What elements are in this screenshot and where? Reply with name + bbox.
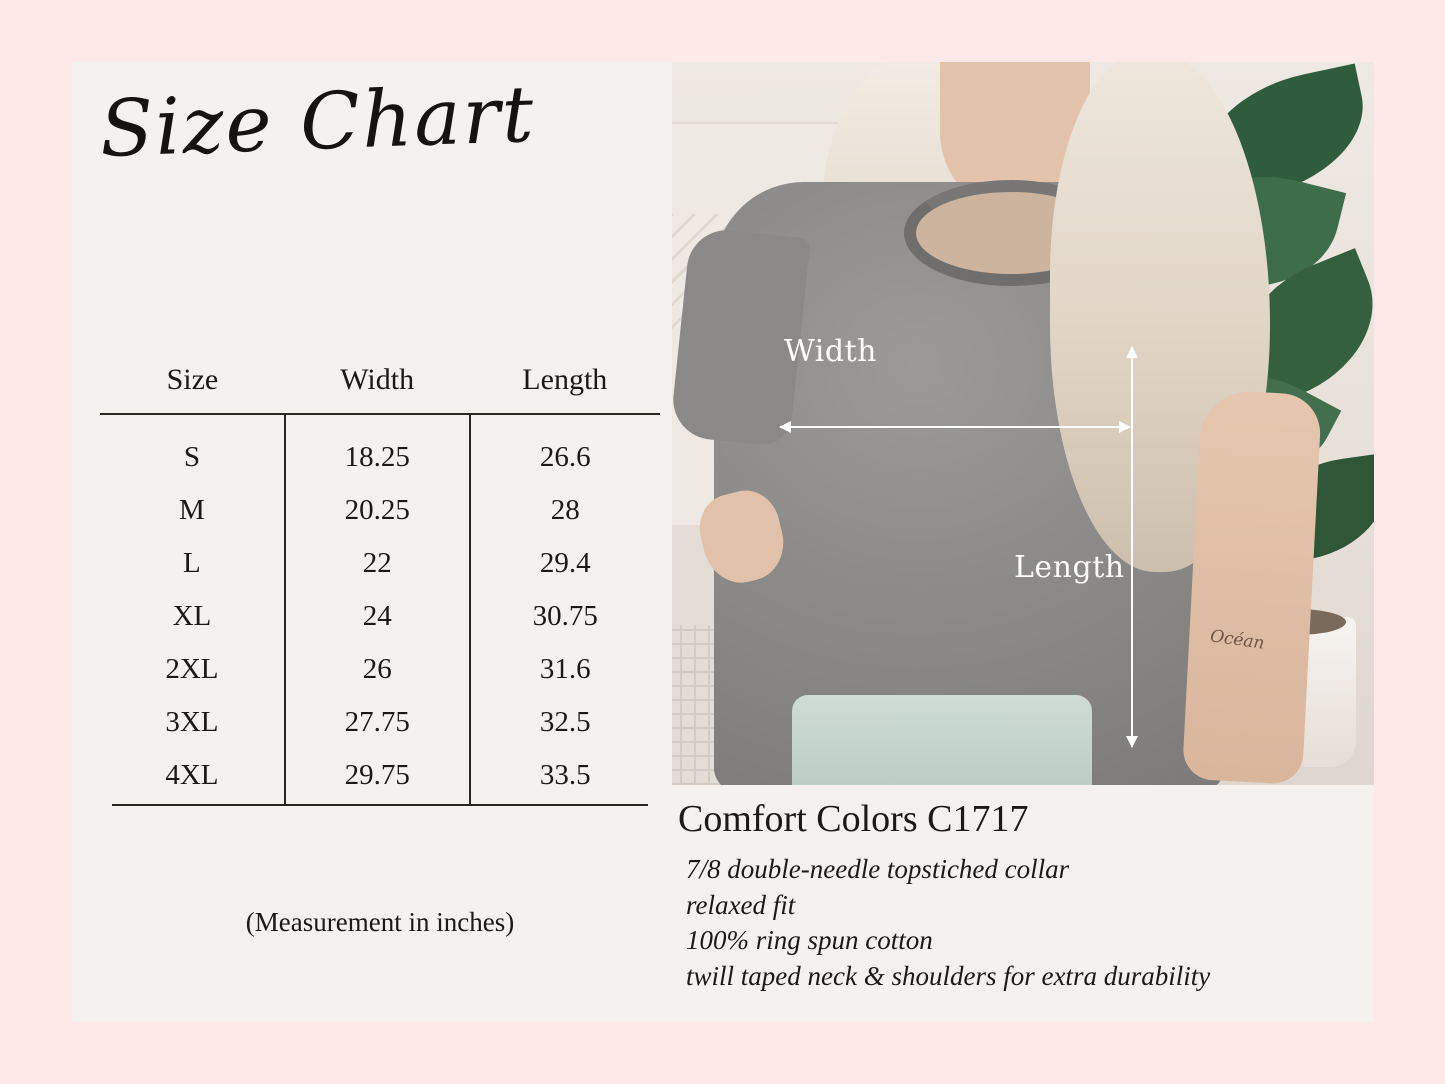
cell-size: XL — [100, 590, 285, 643]
cell-width: 22 — [285, 537, 470, 590]
width-label: Width — [784, 334, 877, 369]
cell-length: 32.5 — [539, 706, 591, 738]
chart-panel — [72, 62, 672, 1022]
cell-width: 24 — [285, 590, 470, 643]
feature-item: twill taped neck & shoulders for extra durability — [686, 960, 1211, 991]
product-title: Comfort Colors C1717 — [678, 798, 1029, 840]
cell-size: 4XL — [100, 749, 285, 804]
cell-length: 28 — [550, 494, 580, 526]
table-row — [100, 484, 660, 537]
width-arrow-icon — [780, 426, 1130, 428]
table-bottom-rule — [112, 804, 648, 806]
table-row — [100, 696, 660, 749]
product-photo — [672, 62, 1374, 785]
model-jeans — [792, 695, 1092, 785]
feature-item: 7/8 double-needle topstiched collar — [686, 854, 1070, 884]
length-label: Length — [1014, 550, 1125, 585]
size-chart-card — [72, 62, 1374, 1022]
cell-length: 29.4 — [539, 547, 591, 579]
measurement-note: (Measurement in inches) — [245, 907, 515, 937]
feature-item: 100% ring spun cotton — [686, 925, 933, 956]
table-header-row — [100, 362, 660, 414]
length-arrow-icon — [1131, 347, 1133, 747]
table-row — [100, 749, 660, 804]
cell-size: M — [100, 484, 285, 537]
cell-length: 31.6 — [539, 653, 591, 685]
size-table-wrap — [100, 362, 660, 806]
column-header-width: Width — [340, 363, 415, 396]
cell-size: 3XL — [100, 696, 285, 749]
product-features — [686, 852, 1374, 995]
cell-width: 29.75 — [285, 749, 470, 804]
cell-length: 30.75 — [532, 600, 598, 632]
cell-size: 2XL — [100, 643, 285, 696]
cell-width: 27.75 — [285, 696, 470, 749]
arm-tattoo: Océan — [1208, 626, 1266, 654]
cell-width: 26 — [285, 643, 470, 696]
column-header-length: Length — [522, 363, 608, 396]
model-arm — [1182, 389, 1322, 785]
table-row — [100, 414, 660, 484]
cell-width: 18.25 — [285, 414, 470, 484]
cell-length: 33.5 — [539, 759, 591, 791]
cell-size: L — [100, 537, 285, 590]
product-panel — [672, 62, 1374, 1022]
size-table — [100, 362, 660, 804]
cell-size: S — [100, 414, 285, 484]
table-row — [100, 643, 660, 696]
feature-item: relaxed fit — [686, 889, 796, 920]
table-row — [100, 590, 660, 643]
page-title: Size Chart — [98, 69, 537, 175]
cell-length: 26.6 — [539, 441, 591, 473]
cell-width: 20.25 — [285, 484, 470, 537]
column-header-size: Size — [166, 363, 219, 396]
table-row — [100, 537, 660, 590]
